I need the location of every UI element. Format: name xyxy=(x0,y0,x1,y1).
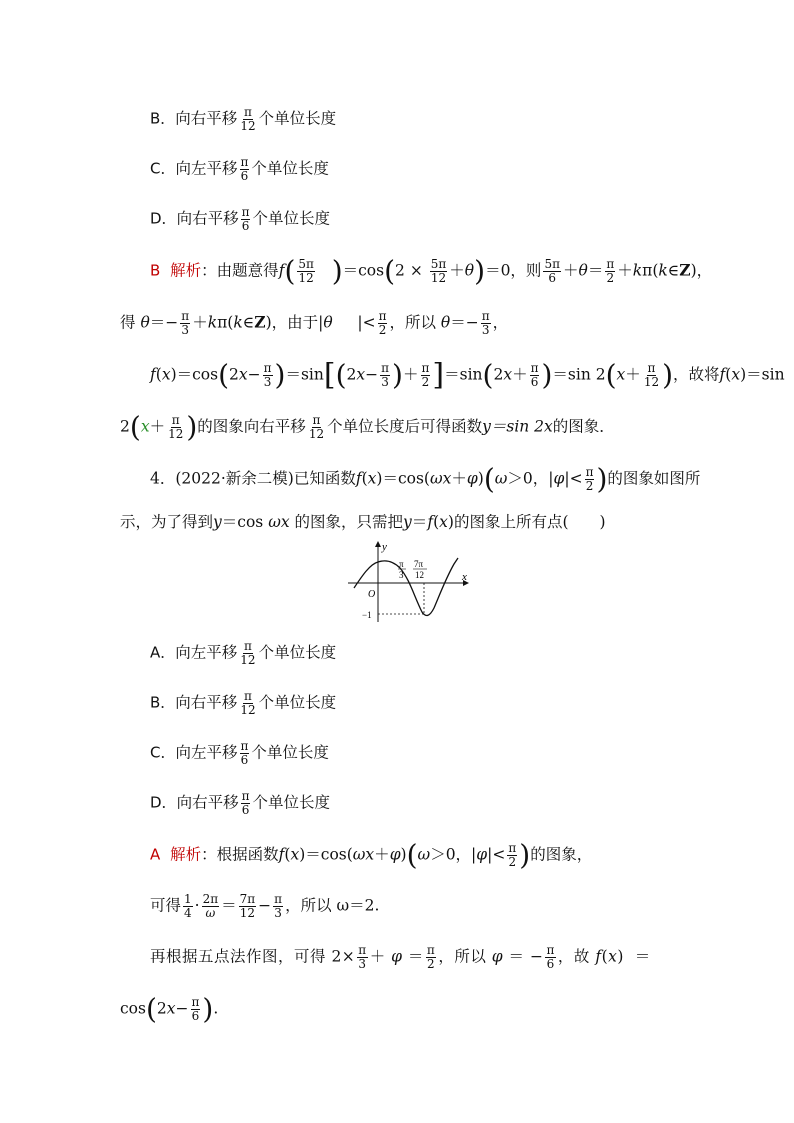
tick-pi3-den: 3 xyxy=(399,570,404,580)
fraction: $\frac{\pi}{12}$ xyxy=(240,105,256,133)
q4-stem-line2: 示，为了得到y＝cos ωx 的图象，只需把y＝f(x)的图象上所有点( ) xyxy=(120,513,606,531)
y-axis-label: y xyxy=(382,541,387,553)
q3-analysis-line4: 2(x＋ $\frac{\pi}{12}$ )的图象向右平移 $\frac{\pi}{12}$ 个单位长度后可得函数y＝sin 2x的图象． xyxy=(120,410,615,444)
answer-letter: A xyxy=(150,845,161,864)
q4-option-b: B．向右平移 $\frac{\pi}{12}$ 个单位长度 xyxy=(150,689,337,717)
q3-analysis-line2: 得 θ＝− $\frac{\pi}{3}$ ＋kπ(k∈Z)，由于|θ |< $\frac{\pi}{2}$ ，所以 θ＝− $\frac{\pi}{3}$ ， xyxy=(120,309,509,337)
q4-option-a: A．向左平移 $\frac{\pi}{12}$ 个单位长度 xyxy=(150,639,337,667)
q3-option-c: C．向左平移 $\frac{\pi}{6}$ 个单位长度 xyxy=(150,155,329,183)
tick-7pi12-den: 12 xyxy=(415,570,424,580)
q4-analysis-line3: 再根据五点法作图，可得 2× $\frac{\pi}{3}$ ＋ φ ＝ $\frac{\pi}{2}$ ，所以 φ ＝ − $\frac{\pi}{6}$ ，故 f(x) ＝ xyxy=(150,943,651,971)
q4-analysis-line1: A 解析：根据函数f(x)＝cos(ωx＋φ)(ω＞0，|φ|< $\frac{\pi}{2}$ )的图象， xyxy=(150,838,593,872)
tick-7pi12-num: 7π xyxy=(414,559,424,569)
q4-option-d: D．向右平移 $\frac{\pi}{6}$ 个单位长度 xyxy=(150,789,330,817)
cosine-curve xyxy=(354,558,458,615)
q3-option-d: D．向右平移 $\frac{\pi}{6}$ 个单位长度 xyxy=(150,205,330,233)
jiexi-label: 解析 xyxy=(170,261,202,280)
q3-option-b: B．向右平移 $\frac{\pi}{12}$ 个单位长度 xyxy=(150,105,337,133)
jiexi-label: 解析 xyxy=(170,845,202,864)
q4-analysis-line2: 可得 $\frac{1}{4}$ · $\frac{2\pi}{\omega}$ ＝ $\frac{7\pi}{12}$ − $\frac{\pi}{3}$ ，所以 ω＝2. xyxy=(150,892,380,920)
q3-analysis-line3: f(x)＝cos(2x− $\frac{\pi}{3}$ )＝sin[(2x− $\frac{\pi}{3}$ )＋ $\frac{\pi}{2}$ ]＝sin(2x＋ $\frac{\pi}{6}$ )＝sin 2(x＋ $\frac{\pi}{12}$ )，故将f(x)＝sin xyxy=(150,357,785,393)
origin-label: O xyxy=(368,589,376,600)
function-graph xyxy=(330,538,480,624)
tick-neg1: −1 xyxy=(362,610,372,620)
q4-stem-line1: 4．(2022·新余二模)已知函数f(x)＝cos(ωx＋φ)(ω＞0，|φ|< $\frac{\pi}{2}$ )的图象如图所 xyxy=(150,462,701,496)
x-axis-label: x xyxy=(462,571,467,583)
q4-option-c: C．向左平移 $\frac{\pi}{6}$ 个单位长度 xyxy=(150,739,329,767)
q4-analysis-line4: cos(2x− $\frac{\pi}{6}$ ). xyxy=(120,992,219,1026)
tick-pi3-num: π xyxy=(399,559,404,569)
answer-letter: B xyxy=(150,261,161,280)
q3-analysis-line1: B 解析：由题意得f( $\frac{5\pi}{12}$ )＝cos(2 × $\frac{5\pi}{12}$ ＋θ)＝0，则 $\frac{5\pi}{6}$ ＋θ＝ $\frac{\pi}{2}$ ＋kπ(k∈Z)， xyxy=(150,254,713,288)
